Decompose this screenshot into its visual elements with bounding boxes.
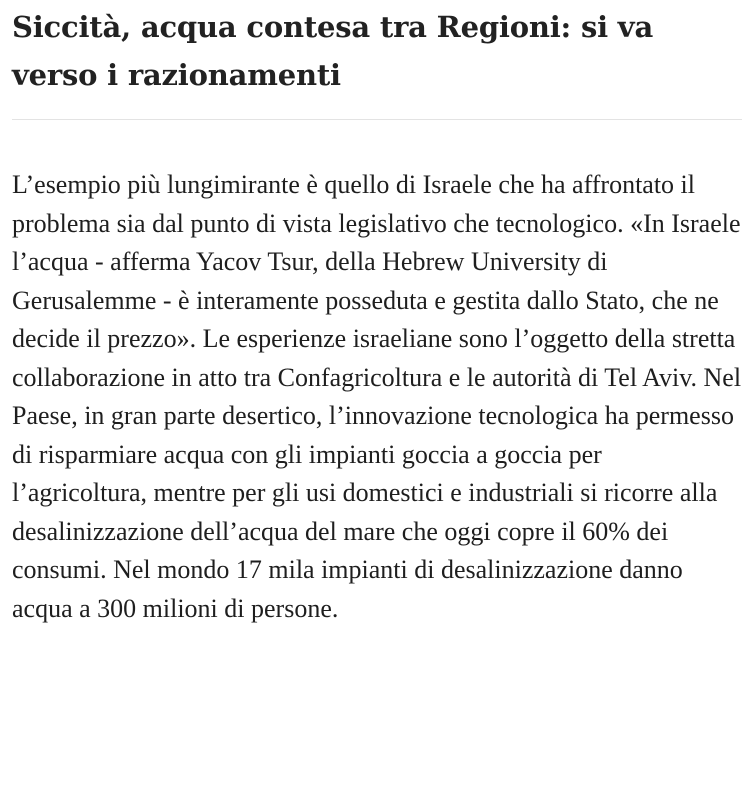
article <box>12 0 744 628</box>
article-paragraph: L’esempio più lungimirante è quello di Israele che ha affrontato il problema sia dal punto di vista legislativo che tecnologico. «In Israele l’acqua - afferma Yacov Tsur, della Hebrew University di Gerusalemme - è interamente posseduta e gestita dallo Stato, che ne decide il prezzo». Le esperienze israeliane sono l’oggetto della stretta collaborazione in atto tra Confagricoltura e le autorità di Tel Aviv. Nel Paese, in gran parte desertico, l’innovazione tecnologica ha permesso di risparmiare acqua con gli impianti goccia a goccia per l’agricoltura, mentre per gli usi domestici e industriali si ricorre alla desalinizzazione dell’acqua del mare che oggi copre il 60% dei consumi. Nel mondo 17 mila impianti di desalinizzazione danno acqua a 300 milioni di persone. <box>12 170 742 623</box>
headline-divider <box>12 119 742 120</box>
article-headline: Siccità, acqua contesa tra Regioni: si va verso i razionamenti <box>12 10 654 92</box>
